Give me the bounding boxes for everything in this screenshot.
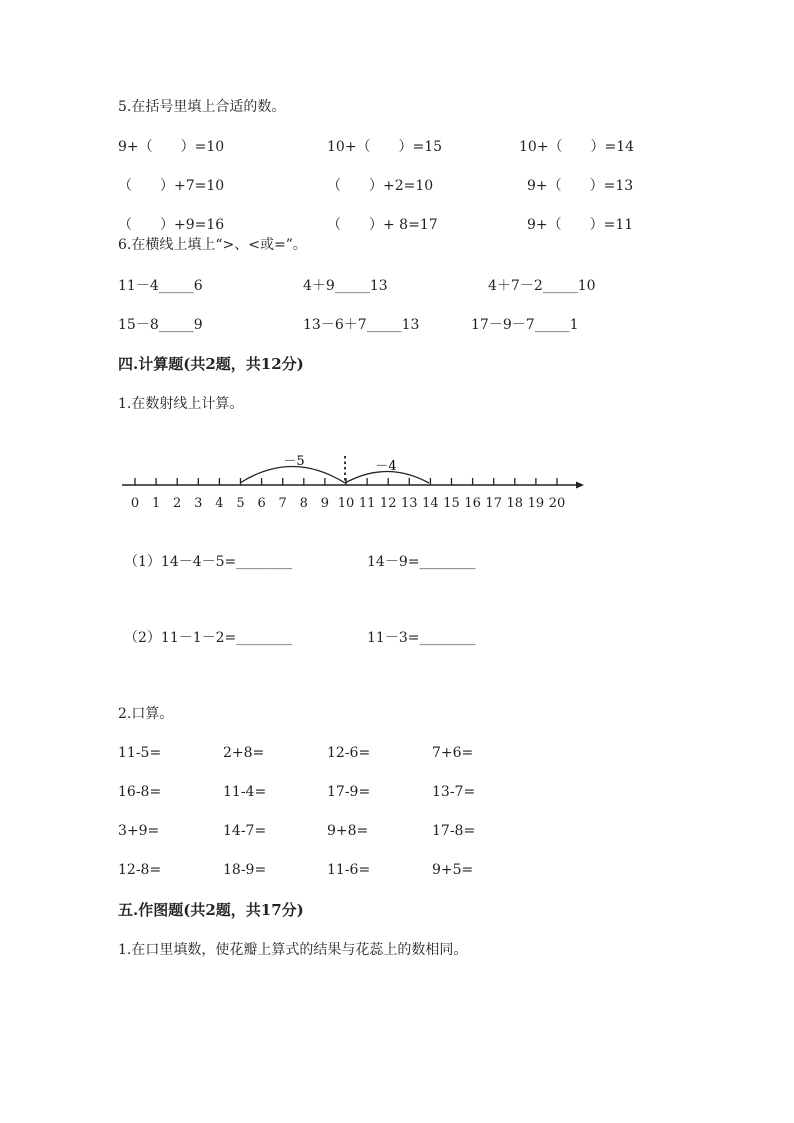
number-line-tick-label: 8 xyxy=(299,496,308,511)
oral-r2-c2: 11-4= xyxy=(223,784,267,800)
q5-row1-col1: 9+（ ）=10 xyxy=(118,139,225,155)
q5-row3-col3: 9+（ ）=11 xyxy=(527,217,634,233)
number-line-tick-label: 17 xyxy=(485,496,502,511)
section4-title: 四.计算题(共2题，共12分) xyxy=(118,355,304,373)
s4-q2-title: 2.口算。 xyxy=(118,706,174,722)
number-line-tick-label: 13 xyxy=(401,496,418,511)
q5-row2-col1: （ ）+7=10 xyxy=(118,178,225,194)
q5-row3-col2: （ ）+ 8=17 xyxy=(327,217,438,233)
q5-row2-col3: 9+（ ）=13 xyxy=(527,178,634,194)
s5-q1-title: 1.在口里填数，使花瓣上算式的结果与花蕊上的数相同。 xyxy=(118,942,468,958)
oral-r3-c2: 14-7= xyxy=(223,823,267,839)
calc2-left: （2）11－1－2=________ xyxy=(124,630,293,646)
q6-row1-col3: 4＋7－2_____10 xyxy=(488,278,596,294)
oral-r2-c4: 13-7= xyxy=(432,784,476,800)
q5-row1-col2: 10+（ ）=15 xyxy=(327,139,443,155)
oral-r1-c1: 11-5= xyxy=(118,745,162,761)
q6-row1-col2: 4＋9_____13 xyxy=(303,278,388,294)
number-line-labels xyxy=(131,496,565,511)
arc-label-minus-4: －4 xyxy=(375,459,397,474)
oral-r1-c3: 12-6= xyxy=(327,745,371,761)
calc1-left: （1）14－4－5=________ xyxy=(124,554,293,570)
oral-r1-c2: 2+8= xyxy=(223,745,265,761)
number-line-tick-label: 16 xyxy=(464,496,481,511)
q6-row2-col1: 15－8_____9 xyxy=(118,317,203,333)
oral-r4-c3: 11-6= xyxy=(327,862,371,878)
number-line-arrow xyxy=(576,482,584,489)
number-line xyxy=(118,446,588,516)
number-line-tick-label: 1 xyxy=(151,496,161,511)
number-line-tick-label: 5 xyxy=(236,496,245,511)
oral-r2-c1: 16-8= xyxy=(118,784,162,800)
oral-r1-c4: 7+6= xyxy=(432,745,474,761)
number-line-tick-label: 11 xyxy=(358,496,376,511)
oral-r3-c4: 17-8= xyxy=(432,823,476,839)
number-line-tick-label: 2 xyxy=(173,496,182,511)
calc1-right: 14－9=________ xyxy=(367,554,476,570)
number-line-tick-label: 19 xyxy=(527,496,545,511)
number-line-tick-label: 14 xyxy=(422,496,439,511)
q6-row1-col1: 11－4_____6 xyxy=(118,278,203,294)
number-line-tick-label: 0 xyxy=(130,496,140,511)
q6-title: 6.在横线上填上“>、<或=”。 xyxy=(118,237,307,253)
oral-r4-c4: 9+5= xyxy=(432,862,474,878)
q6-row2-col2: 13－6＋7_____13 xyxy=(303,317,420,333)
number-line-tick-label: 20 xyxy=(548,496,566,511)
number-line-tick-label: 6 xyxy=(257,496,266,511)
section5-title: 五.作图题(共2题，共17分) xyxy=(118,901,304,919)
q5-row3-col1: （ ）+9=16 xyxy=(118,217,225,233)
number-line-tick-label: 4 xyxy=(215,496,224,511)
calc2-right: 11－3=________ xyxy=(367,630,476,646)
oral-r3-c1: 3+9= xyxy=(118,823,160,839)
q6-row2-col3: 17－9－7_____1 xyxy=(471,317,579,333)
number-line-ticks xyxy=(135,478,557,485)
number-line-tick-label: 18 xyxy=(506,496,524,511)
q5-title: 5.在括号里填上合适的数。 xyxy=(118,99,286,115)
number-line-tick-label: 12 xyxy=(379,496,397,511)
number-line-tick-label: 9 xyxy=(320,496,330,511)
arc-label-minus-5: －5 xyxy=(283,454,305,469)
oral-r2-c3: 17-9= xyxy=(327,784,371,800)
s4-q1-title: 1.在数射线上计算。 xyxy=(118,396,244,412)
oral-r4-c1: 12-8= xyxy=(118,862,162,878)
number-line-tick-label: 3 xyxy=(194,496,203,511)
oral-r3-c3: 9+8= xyxy=(327,823,369,839)
number-line-tick-label: 15 xyxy=(443,496,460,511)
q5-row1-col3: 10+（ ）=14 xyxy=(519,139,635,155)
number-line-tick-label: 7 xyxy=(278,496,287,511)
oral-r4-c2: 18-9= xyxy=(223,862,267,878)
q5-row2-col2: （ ）+2=10 xyxy=(327,178,434,194)
number-line-tick-label: 10 xyxy=(337,496,355,511)
